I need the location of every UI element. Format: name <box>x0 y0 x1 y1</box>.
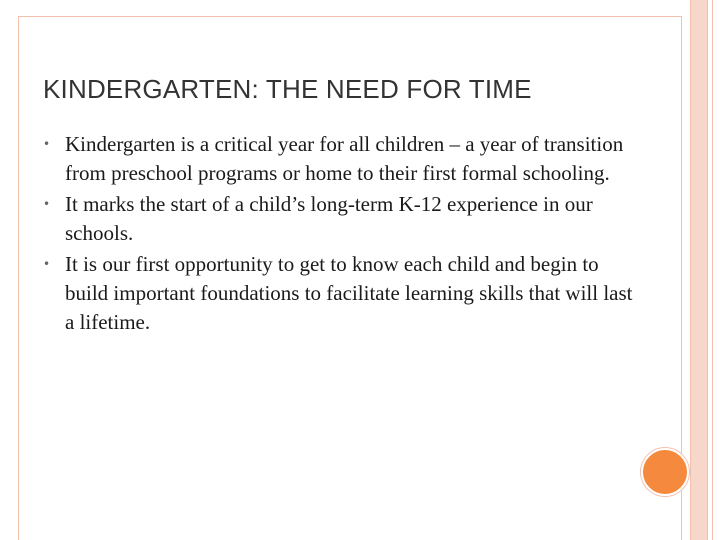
frame-right-band <box>690 0 708 540</box>
bullet-item <box>43 130 643 188</box>
bullet-icon: • <box>43 137 51 151</box>
bullet-text: It is our first opportunity to get to know each child and begin to build important foundations to facilitate learning skills that will last a lifetime. <box>65 252 633 334</box>
bullet-item <box>43 250 643 337</box>
bullet-icon: • <box>43 257 51 271</box>
frame-top-line <box>18 16 682 17</box>
decorative-circle <box>641 448 689 496</box>
bullet-text: Kindergarten is a critical year for all children – a year of transition from preschool programs or home to their first formal schooling. <box>65 132 624 185</box>
slide-title: KINDERGARTEN: THE NEED FOR TIME <box>43 74 532 104</box>
bullet-text: It marks the start of a child’s long-term K-12 experience in our schools. <box>65 192 593 245</box>
bullet-list <box>43 130 643 339</box>
frame-left-line <box>18 16 19 540</box>
bullet-item <box>43 190 643 248</box>
bullet-icon: • <box>43 197 51 211</box>
frame-far-right-line <box>712 0 713 540</box>
